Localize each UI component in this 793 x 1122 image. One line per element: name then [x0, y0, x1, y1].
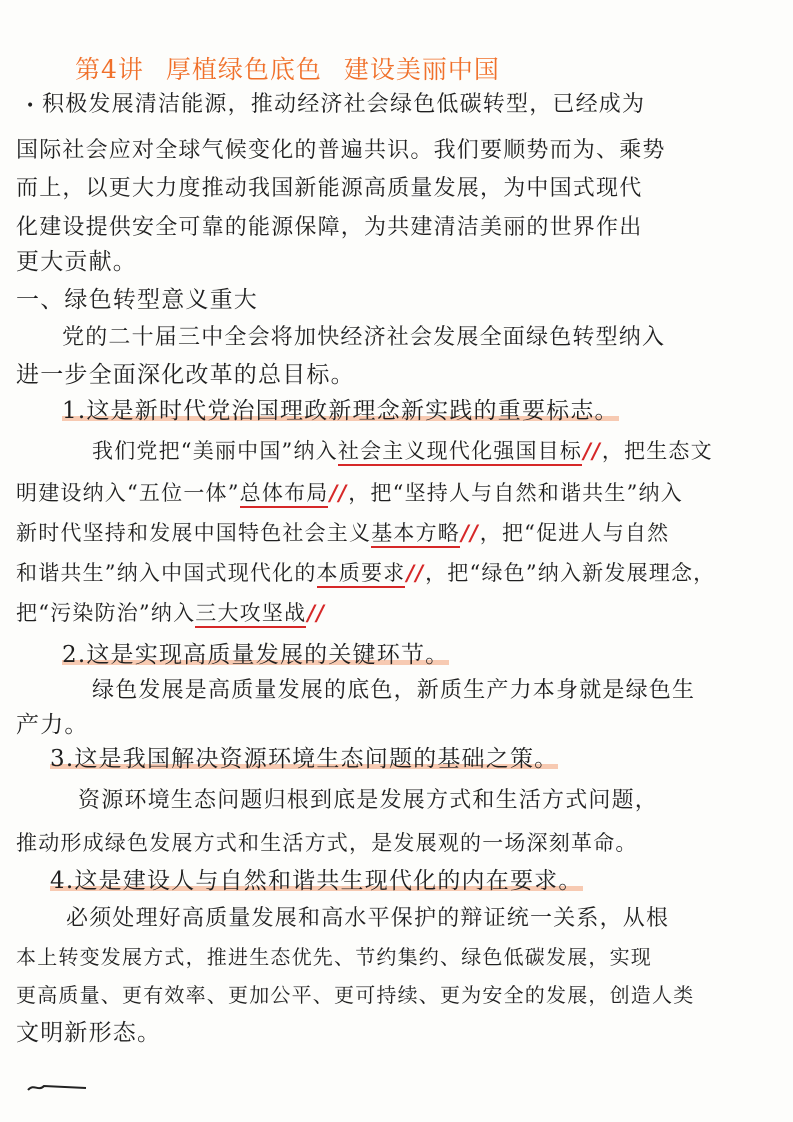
point-3-title-text: 3.这是我国解决资源环境生态问题的基础之策。 — [50, 746, 559, 772]
underlined-term: 社会主义现代化强国目标 — [338, 439, 582, 466]
point-2-title-text: 2.这是实现高质量发展的关键环节。 — [62, 642, 450, 668]
title-part-1: 厚植绿色底色 — [165, 55, 322, 84]
intro-line-5: 更大贡献。 — [16, 249, 137, 275]
point-1-title-text: 1.这是新时代党治国理政新理念新实践的重要标志。 — [62, 398, 619, 424]
point-3-title — [50, 744, 558, 774]
point-4-title — [50, 866, 583, 896]
red-slash-mark: // — [583, 438, 601, 463]
point-1-line-5 — [16, 598, 326, 628]
point-1-title — [62, 396, 619, 426]
text-segment: ，把“坚持人与自然和谐共生”纳入 — [348, 481, 683, 505]
scribble-mark — [26, 1080, 88, 1094]
underlined-term: 基本方略 — [371, 521, 460, 548]
point-1-line-4 — [16, 558, 715, 588]
page-title — [75, 50, 500, 86]
text-segment: ，把“促进人与自然 — [479, 521, 670, 545]
red-slash-mark: // — [461, 520, 479, 545]
underlined-term: 本质要求 — [317, 561, 406, 588]
intro-line-4: 化建设提供安全可靠的能源保障，为共建清洁美丽的世界作出 — [16, 215, 643, 240]
intro-line-1: 积极发展清洁能源，推动经济社会绿色低碳转型，已经成为 — [42, 92, 646, 117]
text-segment: 明建设纳入“五位一体” — [16, 481, 240, 505]
text-segment: 和谐共生”纳入中国式现代化的 — [16, 561, 317, 585]
point-2-line-1: 绿色发展是高质量发展的底色，新质生产力本身就是绿色生 — [92, 678, 696, 703]
point-4-title-text: 4.这是建设人与自然和谐共生现代化的内在要求。 — [50, 868, 583, 894]
red-slash-mark: // — [307, 600, 326, 625]
intro-line-2: 国际社会应对全球气候变化的普遍共识。我们要顺势而为、乘势 — [16, 138, 666, 163]
intro-line-3: 而上，以更大力度推动我国新能源高质量发展，为中国式现代 — [16, 176, 643, 201]
underlined-term: 三大攻坚战 — [195, 601, 306, 628]
text-segment: ，把生态文 — [601, 439, 713, 463]
point-4-line-2: 本上转变发展方式，推进生态优先、节约集约、绿色低碳发展，实现 — [16, 945, 652, 969]
section-para-line-2: 进一步全面深化改革的总目标。 — [16, 362, 355, 388]
section-para-line-1: 党的二十届三中全会将加快经济社会发展全面绿色转型纳入 — [62, 325, 666, 350]
underlined-term: 总体布局 — [240, 481, 329, 508]
point-1-line-3 — [16, 518, 669, 548]
text-segment: 我们党把“美丽中国”纳入 — [92, 439, 338, 463]
point-3-line-2: 推动形成绿色发展方式和生活方式，是发展观的一场深刻革命。 — [16, 831, 638, 855]
red-slash-mark: // — [329, 480, 348, 505]
section-heading: 一、绿色转型意义重大 — [16, 287, 258, 313]
point-4-line-4: 文明新形态。 — [16, 1020, 162, 1046]
title-part-2: 建设美丽中国 — [343, 55, 500, 84]
point-3-line-1: 资源环境生态问题归根到底是发展方式和生活方式问题， — [78, 788, 659, 813]
point-1-line-2 — [16, 478, 683, 508]
point-2-line-2: 产力。 — [16, 712, 89, 738]
text-segment: 新时代坚持和发展中国特色社会主义 — [16, 521, 372, 545]
red-slash-mark: // — [406, 560, 425, 585]
point-4-line-3: 更高质量、更有效率、更加公平、更可持续、更为安全的发展，创造人类 — [16, 983, 695, 1007]
lecture-number: 第4讲 — [75, 55, 144, 84]
point-2-title — [62, 640, 449, 670]
bullet-dot-icon: • — [26, 98, 35, 114]
text-segment: 把“污染防治”纳入 — [16, 601, 196, 625]
text-segment: ，把“绿色”纳入新发展理念， — [425, 561, 716, 585]
point-1-line-1 — [92, 436, 713, 466]
point-4-line-1: 必须处理好高质量发展和高水平保护的辩证统一关系，从根 — [66, 906, 670, 931]
